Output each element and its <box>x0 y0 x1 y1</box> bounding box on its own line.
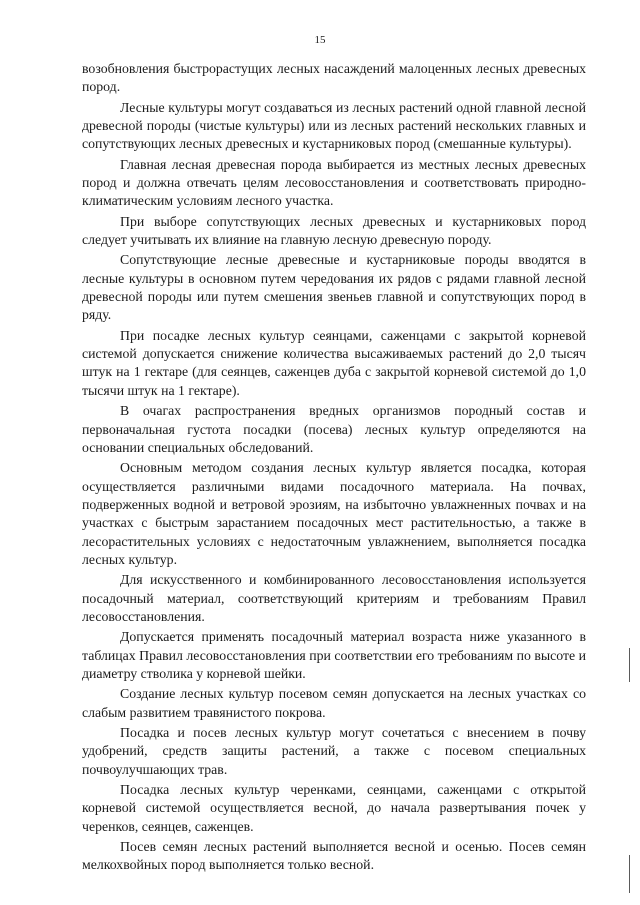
paragraph-continuation: возобновления быстрорастущих лесных насаждений малоценных лесных древесных пород. <box>82 61 586 95</box>
paragraph: При посадке лесных культур сеянцами, саженцами с закрытой корневой системой допускается снижение количества высаживаемых растений до 2,0 тысяч штук на 1 гектаре (для сеянцев, саженцев дуба с закрытой корневой системой до 1,0 тысячи штук на 1 гектаре). <box>82 327 586 398</box>
document-body <box>82 60 586 877</box>
page-number: 15 <box>314 34 326 46</box>
paragraph: Основным методом создания лесных культур является посадка, которая осуществляется различными видами посадочного материала. На почвах, подверженных водной и ветровой эрозиям, на избыточно увлажненных почвах и на участках с быстрым зарастанием посадочных мест растительностью, а также в лесорастительных условиях с недостаточным увлажнением, выполняется посадка лесных культур. <box>82 460 586 568</box>
paragraph: Посадка лесных культур черенками, сеянцами, саженцами с открытой корневой системой осуществляется весной, до начала развертывания почек у черенков, сеянцев, саженцев. <box>82 782 586 834</box>
paragraph: При выборе сопутствующих лесных древесных и кустарниковых пород следует учитывать их влияние на главную лесную древесную породу. <box>82 213 586 248</box>
paragraph: Создание лесных культур посевом семян допускается на лесных участках со слабым развитием травянистого покрова. <box>82 686 586 720</box>
paragraph: Сопутствующие лесные древесные и кустарниковые породы вводятся в лесные культуры в основном путем чередования их рядов с рядами главной лесной древесной породы или путем смешения звеньев главной и сопутствующих пород в ряду. <box>82 252 586 323</box>
paragraph: Лесные культуры могут создаваться из лесных растений одной главной лесной древесной породы (чистые культуры) или из лесных растений нескольких главных и сопутствующих лесных древесных и кустарниковых пород (смешанные культуры). <box>82 99 586 152</box>
paragraph: Посев семян лесных растений выполняется весной и осенью. Посев семян мелкохвойных пород выполняется только весной. <box>82 839 586 873</box>
scan-edge-mark <box>629 648 630 682</box>
scan-edge-mark <box>629 855 630 893</box>
paragraph: Главная лесная древесная порода выбирается из местных лесных древесных пород и должна отвечать целям лесовосстановления и соответствовать природно-климатическим условиям лесного участка. <box>82 156 586 209</box>
paragraph: Допускается применять посадочный материал возраста ниже указанного в таблицах Правил лесовосстановления при соответствии его требованиям по высоте и диаметру стволика у корневой шейки. <box>82 629 586 682</box>
paragraph: В очагах распространения вредных организмов породный состав и первоначальная густота посадки (посева) лесных культур определяются на основании специальных обследований. <box>82 403 586 455</box>
paragraph: Для искусственного и комбинированного лесовосстановления используется посадочный материал, соответствующий критериям и требованиям Правил лесовосстановления. <box>82 572 586 625</box>
paragraph: Посадка и посев лесных культур могут сочетаться с внесением в почву удобрений, средств защиты растений, а также с посевом специальных почвоулучшающих трав. <box>82 724 586 777</box>
